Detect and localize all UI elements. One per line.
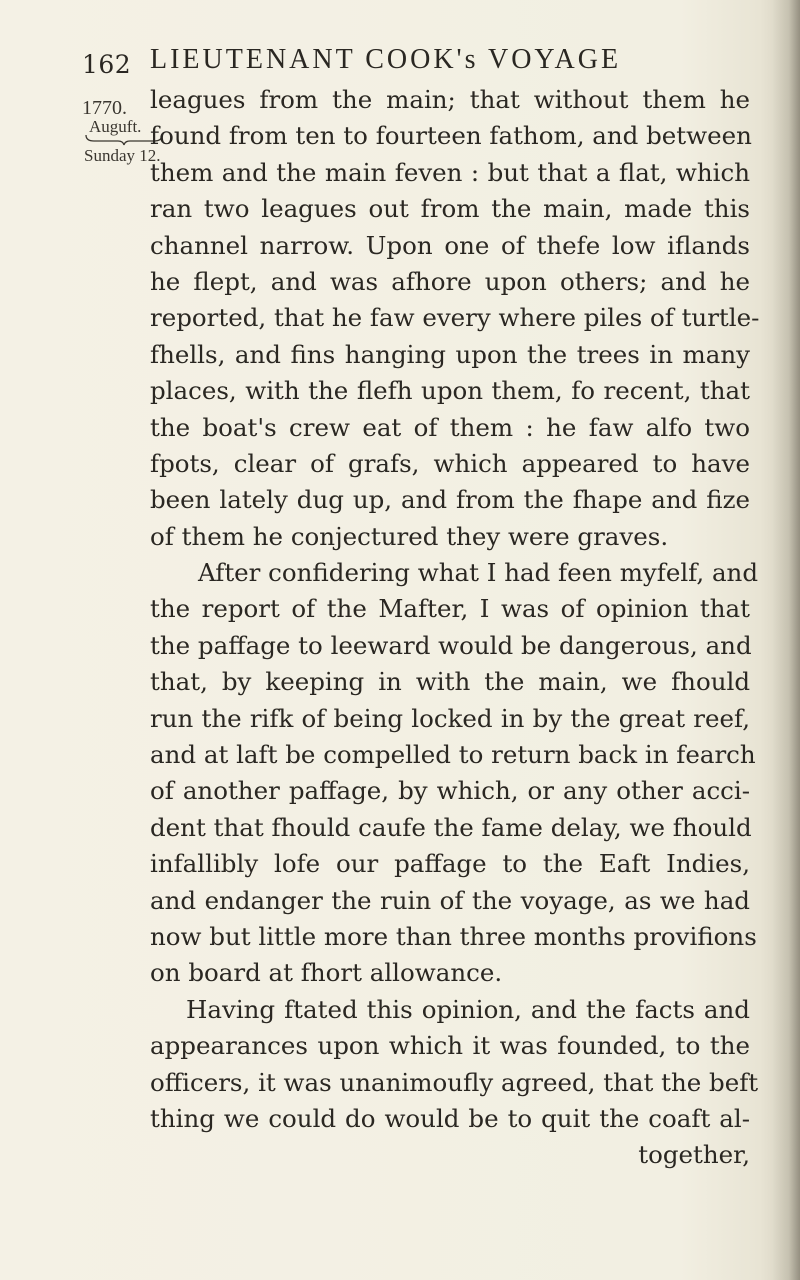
text-line: now but little more than three months provifions [150,921,757,951]
text-line: leagues from the main; that without them he [150,85,750,114]
text-line: been lately dug up, and from the fhape and fize [150,485,750,515]
catchword-line: together, [638,1140,750,1170]
text-line: the report of the Mafter, I was of opinion that [150,594,750,624]
paragraph-start-line: After confidering what I had feen myfelf, and [198,558,759,588]
text-line: them and the main feven : but that a flat, which [150,157,750,187]
text-line: fpots, clear of grafs, which appeared to have [150,448,750,478]
margin-month: Auguft. [89,117,142,136]
paragraph-start-line: Having ftated this opinion, and the facts and [186,994,750,1024]
text-line: the paffage to leeward would be dangerous, and [150,630,752,660]
page-number: 162 [82,50,132,79]
text-line: he flept, and was afhore upon others; and he [150,266,750,296]
text-line: on board at fhort allowance. [150,958,503,988]
text-line: dent that fhould caufe the fame delay, we fhould [150,812,752,842]
margin-year: 1770. [82,97,127,119]
text-line: reported, that he faw every where piles of turtle- [150,303,760,333]
text-line: places, with the flefh upon them, fo recent, that [150,376,750,406]
text-line: of them he conjectured they were graves. [150,521,669,551]
text-line: appearances upon which it was founded, to the [150,1031,750,1061]
margin-day: Sunday 12. [84,146,161,165]
text-line: the boat's crew eat of them : he faw alfo two [150,412,750,442]
text-line: that, by keeping in with the main, we fhould [150,667,750,697]
text-line: and endanger the ruin of the voyage, as we had [150,885,750,915]
text-line: thing we could do would be to quit the coaft al- [150,1103,750,1133]
text-line: fhells, and fins hanging upon the trees in many [150,339,750,369]
text-line: infallibly lofe our paffage to the Eaft Indies, [150,849,750,879]
text-line: ran two leagues out from the main, made this [150,194,750,224]
text-line: officers, it was unanimoufly agreed, that the beft [150,1067,759,1097]
text-line: channel narrow. Upon one of thefe low iflands [150,230,750,260]
text-line: and at laft be compelled to return back in fearch [150,740,756,770]
text-line: of another paffage, by which, or any other acci- [150,776,750,806]
body-text [150,82,790,1174]
text-line: found from ten to fourteen fathom, and between [150,121,752,151]
text-line: run the rifk of being locked in by the great reef, [150,703,750,733]
running-head: LIEUTENANT COOK's VOYAGE [150,44,622,75]
